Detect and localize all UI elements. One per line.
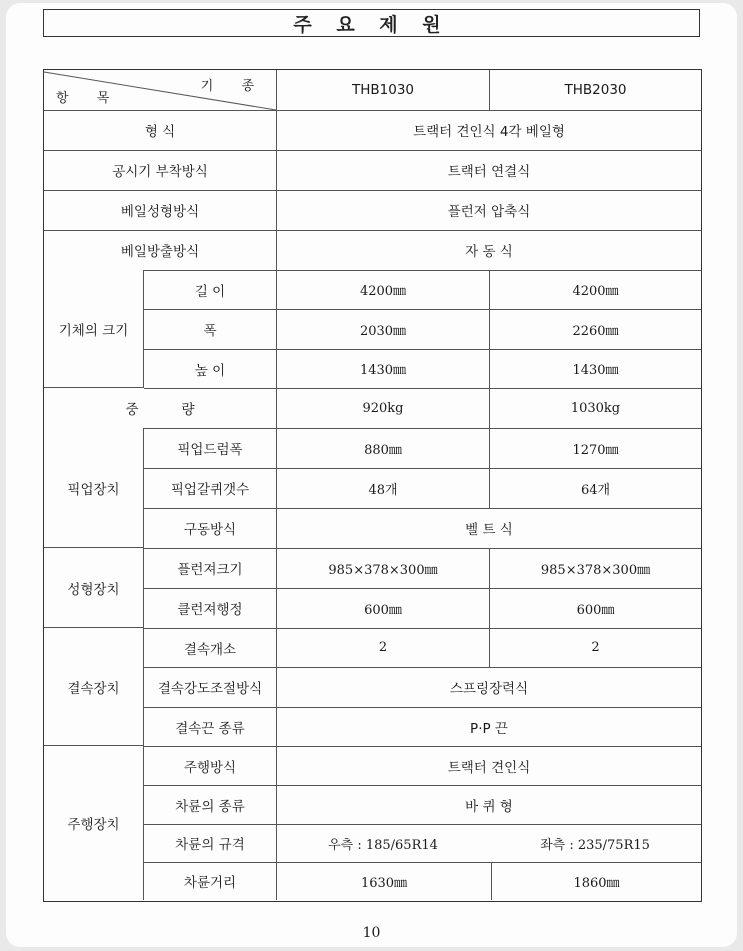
- weight-label: 중 량: [125, 402, 195, 418]
- twine-value: P·P 끈: [276, 707, 701, 746]
- wheel-type-value: 바 퀴 형: [276, 785, 701, 824]
- attach-value: 트랙터 연결식: [276, 150, 701, 190]
- wheel-spec-b: 좌측 : 235/75R15: [540, 837, 650, 853]
- wheel-spec-label: 차륜의 규격: [175, 837, 245, 853]
- drum-label: 픽업드럼폭: [177, 442, 243, 458]
- plunger-size-b: 985×378×300㎜: [489, 548, 701, 588]
- plunger-size-label: 플런져크기: [177, 562, 243, 578]
- page-number: 10: [362, 925, 381, 941]
- row-length: [144, 270, 701, 310]
- travel-mode-value: 트랙터 견인식: [276, 746, 701, 785]
- length-b: 4200㎜: [489, 270, 701, 309]
- plunger-size-a: 985×378×300㎜: [276, 548, 489, 588]
- model-b-header: THB2030: [489, 70, 701, 110]
- height-label: 높 이: [194, 362, 226, 379]
- spec-table: [43, 69, 702, 902]
- length-a: 4200㎜: [276, 270, 489, 309]
- length-label: 길 이: [194, 283, 226, 300]
- travel-mode-label: 주행방식: [183, 759, 237, 776]
- row-travel-mode: [144, 746, 701, 786]
- row-attach: [44, 150, 701, 191]
- knot-count-b: 2: [489, 628, 701, 667]
- height-b: 1430㎜: [489, 349, 701, 388]
- tines-label: 픽업갈퀴갯수: [170, 482, 250, 498]
- size-group-label: 기체의 크기: [44, 270, 144, 388]
- knot-count-a: 2: [276, 628, 489, 667]
- track-label: 차륜거리: [183, 875, 237, 891]
- wheel-spec-a: 우측 : 185/65R14: [276, 824, 489, 862]
- header-row: [44, 70, 701, 111]
- knotter-group-label: 결속장치: [44, 628, 144, 746]
- row-plunger-size: [144, 548, 701, 589]
- type-value: 트랙터 견인식 4각 베일형: [276, 110, 701, 150]
- row-width: [144, 309, 701, 350]
- drive-label: 구동방식: [183, 522, 237, 538]
- row-drum: [144, 428, 701, 469]
- attach-label: 공시기 부착방식: [112, 164, 208, 180]
- width-b: 2260㎜: [489, 309, 701, 349]
- stroke-a: 600㎜: [276, 588, 489, 628]
- forming-group-label: 성형장치: [44, 548, 144, 628]
- weight-b: 1030kg: [489, 388, 701, 428]
- forming-label: 베일성형방식: [120, 204, 200, 220]
- corner-cell: [44, 70, 276, 110]
- row-height: [144, 349, 701, 389]
- track-b: 1860㎜: [491, 862, 701, 900]
- document-title: 주 요 제 원: [43, 9, 700, 37]
- row-stroke: [144, 588, 701, 629]
- wheel-type-label: 차륜의 종류: [175, 798, 245, 815]
- model-a-header: THB1030: [276, 70, 489, 110]
- drive-value: 벨 트 식: [276, 508, 701, 548]
- row-wheel-spec: [144, 824, 701, 863]
- row-forming: [44, 190, 701, 231]
- corner-bottom-label: 항 목: [56, 91, 122, 106]
- forming-value: 플런저 압축식: [276, 190, 701, 230]
- row-knot-count: [144, 628, 701, 668]
- row-type: [44, 110, 701, 151]
- tines-a: 48개: [276, 468, 489, 508]
- width-label: 폭: [203, 323, 217, 339]
- row-twine: [144, 707, 701, 747]
- row-weight: [44, 388, 701, 429]
- row-tension: [144, 667, 701, 708]
- row-track: [144, 862, 701, 900]
- eject-value: 자 동 식: [276, 230, 701, 270]
- track-a: 1630㎜: [276, 862, 491, 900]
- drum-a: 880㎜: [276, 428, 489, 468]
- knot-count-label: 결속개소: [183, 641, 237, 658]
- corner-top-label: 기 종: [200, 79, 266, 94]
- pickup-group-label: 픽업장치: [44, 428, 144, 548]
- row-drive: [144, 508, 701, 549]
- width-a: 2030㎜: [276, 309, 489, 349]
- row-tines: [144, 468, 701, 509]
- drum-b: 1270㎜: [489, 428, 701, 468]
- weight-a: 920kg: [276, 388, 489, 428]
- tines-b: 64개: [489, 468, 701, 508]
- travel-group-label: 주행장치: [44, 746, 144, 900]
- tension-value: 스프링장력식: [276, 667, 701, 707]
- type-label: 형 식: [144, 124, 176, 140]
- stroke-b: 600㎜: [489, 588, 701, 628]
- stroke-label: 클런져행정: [177, 602, 243, 618]
- row-eject: [44, 230, 701, 271]
- row-wheel-type: [144, 785, 701, 825]
- twine-label: 결속끈 종류: [175, 720, 245, 737]
- tension-label: 결속강도조절방식: [157, 681, 263, 697]
- height-a: 1430㎜: [276, 349, 489, 388]
- eject-label: 베일방출방식: [120, 244, 200, 260]
